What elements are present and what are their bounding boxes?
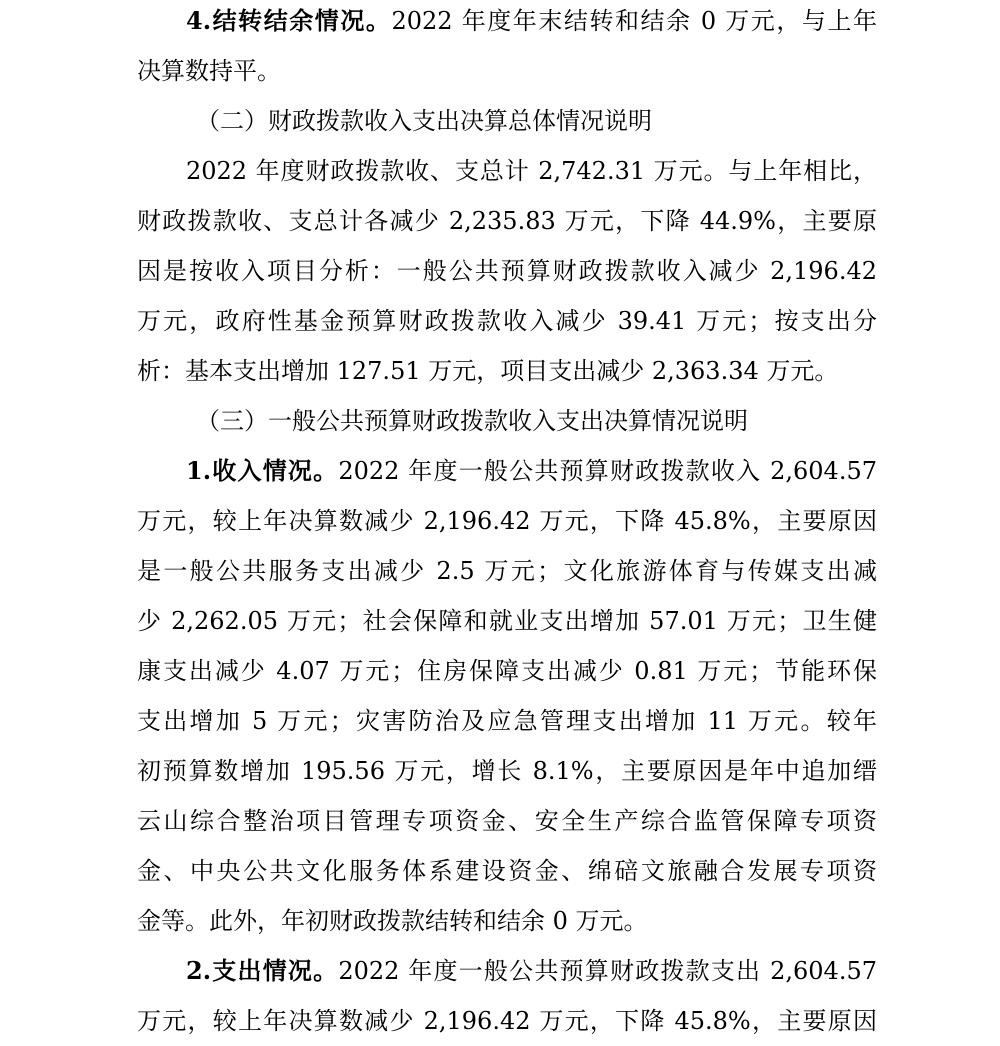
income-line-6: 支出增加 5 万元；灾害防治及应急管理支出增加 11 万元。较年 bbox=[137, 707, 877, 735]
carryover-line-2: 决算数持平。 bbox=[137, 57, 281, 85]
income-line-7: 初预算数增加 195.56 万元，增长 8.1%，主要原因是年中追加缙 bbox=[137, 757, 877, 785]
total-line-2: 财政拨款收、支总计各减少 2,235.83 万元，下降 44.9%，主要原 bbox=[137, 207, 877, 235]
total-line-4: 万元，政府性基金预算财政拨款收入减少 39.41 万元；按支出分 bbox=[137, 307, 877, 335]
expense-line-2: 万元，较上年决算数减少 2,196.42 万元，下降 45.8%，主要原因 bbox=[137, 1007, 877, 1035]
income-line-5: 康支出减少 4.07 万元；住房保障支出减少 0.81 万元；节能环保 bbox=[137, 657, 877, 685]
income-line-2: 万元，较上年决算数减少 2,196.42 万元，下降 45.8%，主要原因 bbox=[137, 507, 877, 535]
income-line-8: 云山综合整治项目管理专项资金、安全生产综合监管保障专项资 bbox=[137, 807, 877, 835]
total-line-1: 2022 年度财政拨款收、支总计 2,742.31 万元。与上年相比， bbox=[186, 157, 877, 185]
total-line-5: 析：基本支出增加 127.51 万元，项目支出减少 2,363.34 万元。 bbox=[137, 357, 839, 385]
income-line-10: 金等。此外，年初财政拨款结转和结余 0 万元。 bbox=[137, 907, 648, 935]
section-3-heading: （三）一般公共预算财政拨款收入支出决算情况说明 bbox=[196, 407, 748, 435]
income-lead: 1.收入情况。 bbox=[186, 456, 339, 485]
carryover-text-1: 2022 年度年末结转和结余 0 万元，与上年 bbox=[391, 7, 877, 35]
carryover-line-1 bbox=[186, 0, 877, 46]
income-line-3: 是一般公共服务支出减少 2.5 万元；文化旅游体育与传媒支出减 bbox=[137, 557, 877, 585]
expense-lead: 2.支出情况。 bbox=[186, 956, 339, 985]
section-2-heading: （二）财政拨款收入支出决算总体情况说明 bbox=[196, 107, 652, 135]
income-line-1 bbox=[186, 446, 877, 496]
total-line-3: 因是按收入项目分析：一般公共预算财政拨款收入减少 2,196.42 bbox=[137, 257, 877, 285]
expense-line-1 bbox=[186, 946, 877, 996]
carryover-lead: 4.结转结余情况。 bbox=[186, 6, 392, 35]
expense-text-1: 2022 年度一般公共预算财政拨款支出 2,604.57 bbox=[338, 957, 877, 985]
income-line-4: 少 2,262.05 万元；社会保障和就业支出增加 57.01 万元；卫生健 bbox=[137, 607, 877, 635]
income-line-9: 金、中央公共文化服务体系建设资金、绵碚文旅融合发展专项资 bbox=[137, 857, 877, 885]
income-text-1: 2022 年度一般公共预算财政拨款收入 2,604.57 bbox=[338, 457, 877, 485]
